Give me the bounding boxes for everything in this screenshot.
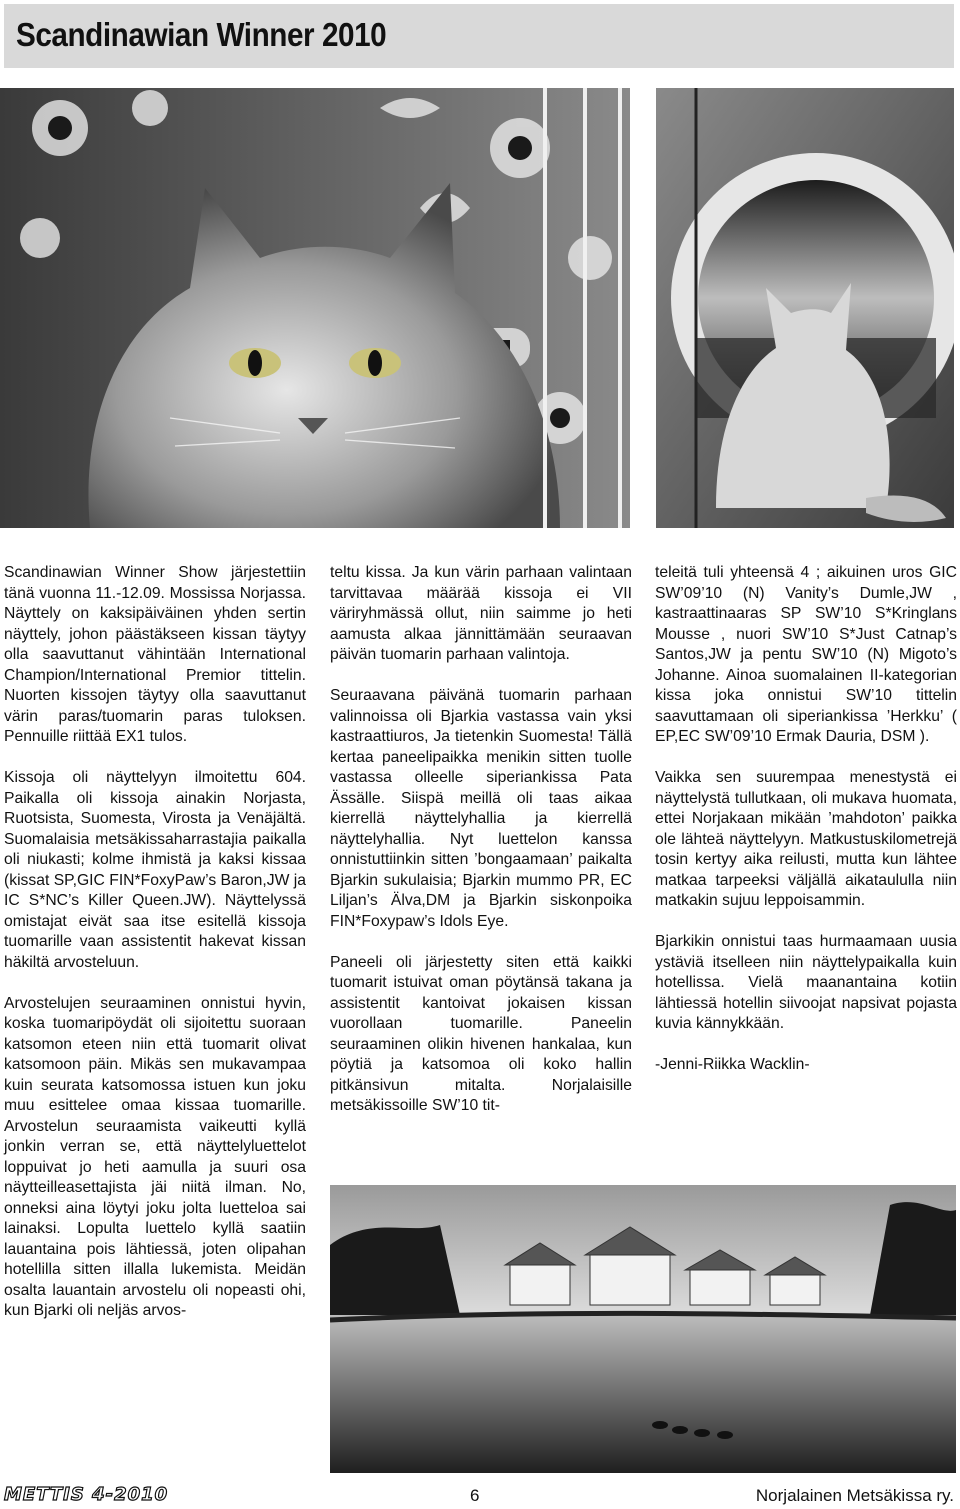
paragraph: Paneeli oli järjestetty siten että kaikki tuomarit istuivat oman pöytänsä takana ja assistentit kantoivat jokaisen kissan vuorollaan tuomarille. Paneelin seuraaminen olikin hivenen hankalaa, kun pöytiä ja katsomoa oli koko hallin pitkänsivun mitalta. Norjalaisille metsäkissoille SW’10 tit- [330,953,632,1114]
cat-portrait-photo [0,88,630,528]
page-title: Scandinawian Winner 2010 [16,16,387,53]
paragraph: Scandinawian Winner Show järjestettiin tänä vuonna 11.-12.09. Mossissa Norjassa. Näyttely on kaksipäiväinen yhden sertin näyttely, johon päästäkseen kissan täytyy olla saavuttanut vähintään International Champion/International Premior tittelin. Nuorten kissojen täytyy olla saavuttanut värin paras/tuomarin paras tuloksen. Pennuille riittää EX1 tulos. [4,564,306,745]
paragraph: teleitä tuli yhteensä 4 ; aikuinen uros GIC SW’09’10 (N) Vanity’s Dumle,JW , kastraattinaaras SP SW’10 S*Kringlans Mousse , nuori SW’10 S*Just Catnap’s Santos,JW ja pentu SW’10 (N) Migoto’s Johanne. Ainoa suomalainen II-kategorian kissa joka onnistui SW’10 tittelin saavuttamaan oli siperiankissa ’Herkku’ ( EP,EC SW’09’10 Ermak Dauria, DSM ). [655,564,957,745]
lake-town-photo [330,1185,956,1473]
article-column-1 [4,563,306,1342]
magazine-logo: METTIS 4-2010 [4,1484,169,1505]
article-column-2 [330,563,632,1137]
article-column-3 [655,563,957,1096]
header-bar [4,4,954,68]
paragraph: Kissoja oli näyttelyyn ilmoitettu 604. Paikalla oli kissoja ainakin Norjasta, Ruotsista, Suomesta, Virosta ja Venäjältä. Suomalaisia metsäkissaharrastajia paikalla oli niukasti; kolme ihmistä ja kaksi kissaa (kissat SP,GIC FIN*FoxyPaw’s Baron,JW ja IC S*NC’s Killer Queen.JW). Näyttelyssä omistajat eivät saa itse esitellä kissoja tuomarille vaan assistentit hakevat kissan häkiltä arvosteluun. [4,769,306,971]
cat-window-photo [656,88,954,528]
publisher-name: Norjalainen Metsäkissa ry. [755,1486,954,1505]
paragraph: Bjarkikin onnistui taas hurmaamaan uusia ystäviä itselleen niin näyttelypaikalla kuin hotellissa. Vielä maanantaina kotiin lähtiessä hotellin siivoojat napsivat pojasta kuvia kännykkään. [655,933,957,1032]
paragraph: teltu kissa. Ja kun värin parhaan valintaan tarvittavaa määrää kissoja ei VII väriryhmässä ollut, niin saimme jo heti aamusta alkaa jännittämään seuraavan päivän tuomarin parhaan valintoja. [330,564,632,663]
author-signature: -Jenni-Riikka Wacklin- [655,1056,810,1073]
page-footer [0,1484,960,1509]
paragraph: Vaikka sen suurempaa menestystä ei näyttelystä tullutkaan, oli mukava huomata, ettei Norjakaan mikään ’mahdoton’ paikka ole lähteä näyttelyyn. Matkustuskilometrejä tosin kertyy aika reilusti, mutta kun lähtee matkaa tarpeeksi väljällä aikataululla niin matkakin sujuu leppoisammin. [655,769,957,909]
paragraph: Seuraavana päivänä tuomarin parhaan valinnoissa oli Bjarkia vastassa vain yksi kastraattiuros, Ja tietenkin Suomesta! Tällä kertaa paneelipaikka menikin sitten tuolle vastassa olleelle siperiankissa Pata Ässälle. Siispä meillä oli taas aikaa kierrellä näyttelyhallia ja kierrellä näyttelyhallia. Nyt luettelon kanssa onnistuttiinkin sitten ’bongaamaan’ paikalta Bjarkin sukulaisia; Bjarkin mummo PR, EC Liljan’s Älva,DM ja Bjarkin siskonpoika FIN*Foxypaw’s Idols Eye. [330,687,632,930]
page-number: 6 [470,1486,480,1505]
paragraph: Arvostelujen seuraaminen onnistui hyvin, koska tuomaripöydät oli sijoitettu suoraan katsomon eteen niin että tuomarit olivat katsomoon päin. Mikäs sen mukavampaa kuin seurata katsomossa istuen kun joku muu esittelee omaa kissaa tuomarille. Arvostelun seuraamista vaikeutti kyllä jonkin verran se, että näyttelyluettelot loppuivat jo heti aamulla ja suuri osa näytteilleasettajista jäi niitä ilman. No, onneksi aina löytyi joku jolta luetteloa sai lainaksi. Lopulta luettelo kyllä saatiin lauantaina pois lähtiessä, joten olipahan hotellilla sitten illalla lukemista. Meidän osalta lauantain arvostelu oli nopeasti ohi, kun Bjarki oli neljäs arvos- [4,994,306,1319]
